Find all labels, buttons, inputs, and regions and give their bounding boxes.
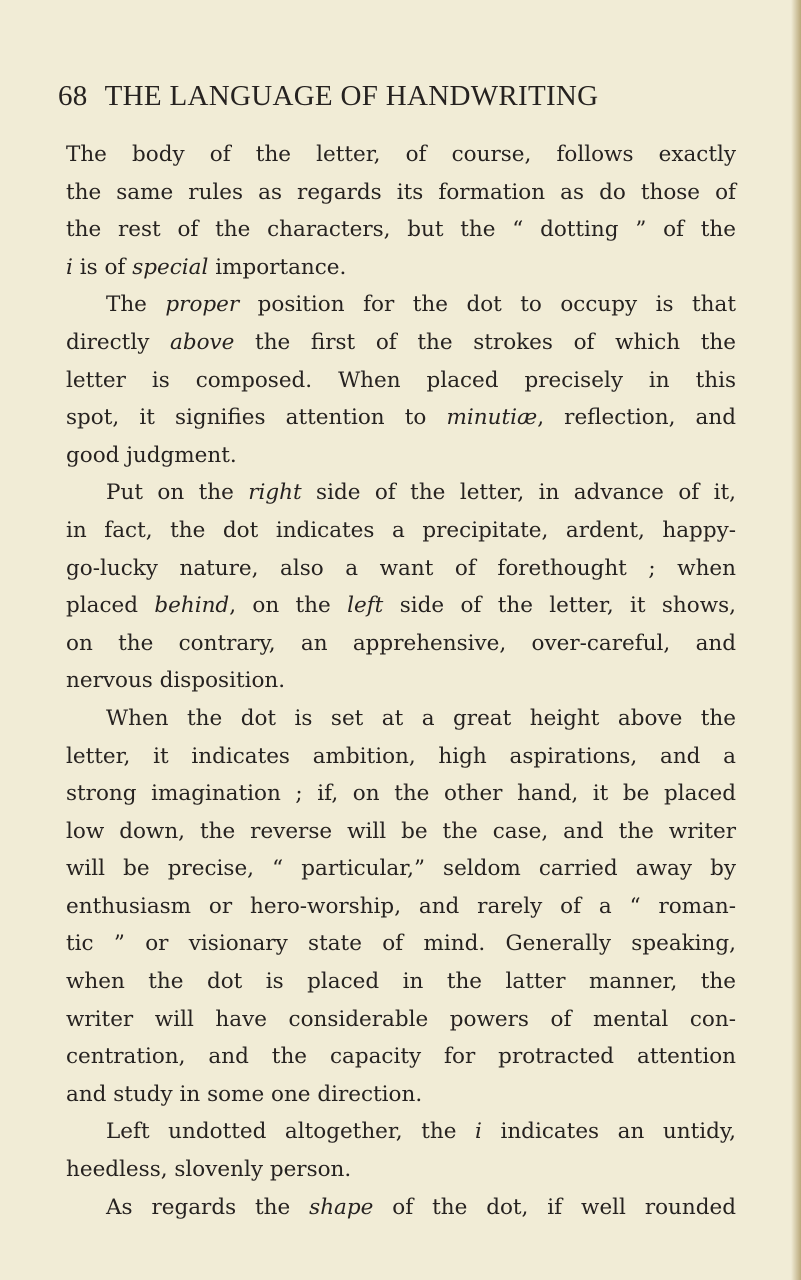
text-segment: The (106, 292, 166, 318)
text-line (66, 1151, 736, 1189)
italic-text: special (132, 254, 209, 280)
text-line (66, 1038, 736, 1076)
text-segment: When the dot is set at a great height above the (106, 705, 736, 731)
text-line (66, 174, 736, 212)
running-head (58, 80, 748, 120)
text-line (66, 775, 736, 813)
text-segment: will be precise, “ particular,” seldom carried away by (66, 856, 736, 882)
italic-text: right (248, 480, 302, 506)
text-line (66, 550, 736, 588)
text-line (66, 324, 736, 362)
italic-text: behind (154, 593, 230, 619)
text-line (66, 362, 736, 400)
text-segment: go-lucky nature, also a want of forethought ; when (66, 555, 736, 581)
text-line (66, 700, 736, 738)
text-line (66, 850, 736, 888)
text-line (66, 437, 736, 475)
text-segment: The body of the letter, of course, follows exactly (66, 142, 736, 167)
text-line (66, 512, 736, 550)
text-segment: placed (66, 593, 155, 619)
text-segment: is of (72, 254, 133, 280)
italic-text: minutiæ (446, 405, 538, 431)
text-segment: the first of the strokes of which the (234, 329, 736, 355)
text-segment: position for the dot to occupy is that (239, 292, 736, 318)
text-segment: letter, it indicates ambition, high aspirations, and a (66, 743, 736, 769)
italic-text: proper (165, 292, 240, 318)
text-line (66, 136, 736, 174)
text-segment: nervous disposition. (66, 668, 286, 694)
text-segment: side of the letter, in advance of it, (301, 480, 736, 506)
text-segment: tic ” or visionary state of mind. Generally speaking, (66, 931, 736, 957)
text-segment: spot, it signifies attention to (66, 405, 447, 431)
text-segment: the same rules as regards its formation as do those of (66, 179, 736, 205)
text-line (66, 211, 736, 249)
text-segment: good judgment. (66, 442, 237, 468)
text-line (66, 813, 736, 851)
text-line (66, 399, 736, 437)
text-line (66, 738, 736, 776)
text-line (66, 587, 736, 625)
text-line (66, 1113, 736, 1151)
italic-text: above (170, 329, 235, 355)
text-segment: low down, the reverse will be the case, and the writer (66, 818, 736, 844)
text-segment: directly (66, 329, 170, 355)
text-line (66, 1076, 736, 1114)
italic-text: left (347, 593, 384, 619)
text-segment: of the dot, if well rounded (373, 1194, 736, 1220)
text-segment: letter is composed. When placed precisely in this (66, 367, 736, 393)
running-title: THE LANGUAGE OF HANDWRITING (104, 80, 599, 112)
text-segment: indicates an untidy, (481, 1119, 736, 1145)
text-line (66, 625, 736, 663)
body-text (66, 136, 736, 1226)
text-segment: and study in some one direction. (66, 1081, 423, 1107)
text-segment: , on the (229, 593, 348, 619)
text-segment: on the contrary, an apprehensive, over-careful, and (66, 630, 736, 656)
italic-text: i (66, 254, 73, 280)
text-line (66, 888, 736, 926)
text-segment: enthusiasm or hero-worship, and rarely of a “ roman- (66, 893, 736, 919)
text-segment: As regards the (106, 1194, 310, 1220)
text-segment: Left undotted altogether, the (106, 1119, 475, 1145)
text-line (66, 474, 736, 512)
text-segment: when the dot is placed in the latter manner, the (66, 969, 736, 995)
text-segment: strong imagination ; if, on the other hand, it be placed (66, 781, 736, 807)
text-segment: importance. (208, 254, 347, 280)
italic-text: i (475, 1119, 482, 1145)
text-line (66, 286, 736, 324)
text-segment: Put on the (106, 480, 249, 506)
text-segment: , reflection, and (537, 405, 736, 431)
text-line (66, 662, 736, 700)
text-segment: in fact, the dot indicates a precipitate, ardent, happy- (66, 517, 736, 543)
text-line (66, 1189, 736, 1227)
text-segment: the rest of the characters, but the “ dotting ” of the (66, 217, 736, 243)
text-segment: writer will have considerable powers of mental con- (66, 1006, 736, 1032)
page-number: 68 (58, 80, 88, 112)
text-line (66, 925, 736, 963)
text-line (66, 1001, 736, 1039)
text-segment: side of the letter, it shows, (383, 593, 736, 619)
italic-text: shape (309, 1194, 374, 1220)
text-segment: heedless, slovenly person. (66, 1157, 352, 1183)
text-line (66, 249, 736, 287)
page-edge-shading (791, 0, 801, 1280)
text-segment: centration, and the capacity for protracted attention (66, 1044, 736, 1070)
text-line (66, 963, 736, 1001)
